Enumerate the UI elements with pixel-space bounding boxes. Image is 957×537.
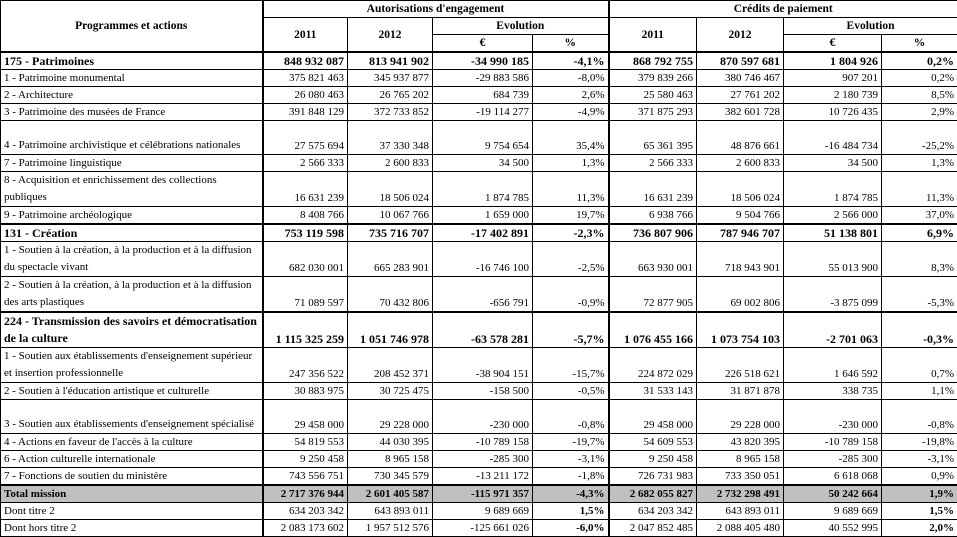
header-cp-2011: 2011 <box>609 18 697 53</box>
table-row <box>1 104 957 121</box>
header-cp-2012: 2012 <box>697 18 784 53</box>
row-label: 7 - Patrimoine linguistique <box>1 155 263 172</box>
cell-cpPct: 2,0% <box>882 520 957 537</box>
cell-ae2011: 16 631 239 <box>263 172 348 207</box>
table-row <box>1 348 957 383</box>
cell-cp2011: 379 839 266 <box>609 70 697 87</box>
cell-aePct: -5,7% <box>533 312 609 348</box>
cell-cp2012: 733 350 051 <box>697 468 784 486</box>
cell-cpEur: 1 804 926 <box>784 52 882 70</box>
row-label: 2 - Architecture <box>1 87 263 104</box>
cell-cp2012: 29 228 000 <box>697 400 784 434</box>
row-label: 4 - Actions en faveur de l'accès à la culture <box>1 434 263 451</box>
cell-cpEur: -285 300 <box>784 451 882 468</box>
cell-cp2012: 380 746 467 <box>697 70 784 87</box>
cell-ae2012: 208 452 371 <box>348 348 433 383</box>
table-row <box>1 87 957 104</box>
header-ae-evolution: Evolution <box>433 18 609 35</box>
cell-ae2011: 29 458 000 <box>263 400 348 434</box>
cell-ae2012: 730 345 579 <box>348 468 433 486</box>
cell-cpEur: 338 735 <box>784 383 882 400</box>
table-row <box>1 155 957 172</box>
cell-ae2011: 8 408 766 <box>263 207 348 225</box>
row-label: Dont hors titre 2 <box>1 520 263 537</box>
cell-aeEur: 34 500 <box>433 155 533 172</box>
table-row <box>1 172 957 207</box>
header-ae-eur: € <box>433 35 533 53</box>
cell-ae2012: 26 765 202 <box>348 87 433 104</box>
cell-cpPct: -0,8% <box>882 400 957 434</box>
cell-cpPct: 2,9% <box>882 104 957 121</box>
cell-cp2011: 31 533 143 <box>609 383 697 400</box>
cell-cpEur: -3 875 099 <box>784 277 882 313</box>
cell-aePct: 1,5% <box>533 503 609 520</box>
cell-aePct: -0,9% <box>533 277 609 313</box>
row-label: 6 - Action culturelle internationale <box>1 451 263 468</box>
cell-cpEur: 6 618 068 <box>784 468 882 486</box>
cell-ae2012: 665 283 901 <box>348 242 433 277</box>
table-row <box>1 400 957 434</box>
cell-ae2012: 29 228 000 <box>348 400 433 434</box>
cell-aeEur: 9 754 654 <box>433 121 533 155</box>
cell-cpPct: 0,2% <box>882 52 957 70</box>
cell-ae2012: 30 725 475 <box>348 383 433 400</box>
cell-aePct: -4,1% <box>533 52 609 70</box>
cell-ae2011: 2 717 376 944 <box>263 485 348 503</box>
cell-cpEur: 907 201 <box>784 70 882 87</box>
cell-cpEur: -16 484 734 <box>784 121 882 155</box>
cell-cpEur: 1 874 785 <box>784 172 882 207</box>
header-cp-evolution: Evolution <box>784 18 957 35</box>
cell-cp2011: 224 872 029 <box>609 348 697 383</box>
cell-cpPct: 1,5% <box>882 503 957 520</box>
cell-ae2011: 634 203 342 <box>263 503 348 520</box>
cell-cpPct: 1,9% <box>882 485 957 503</box>
cell-cp2011: 9 250 458 <box>609 451 697 468</box>
table-row <box>1 434 957 451</box>
cell-ae2012: 2 601 405 587 <box>348 485 433 503</box>
cell-ae2012: 70 432 806 <box>348 277 433 313</box>
table-row <box>1 277 957 313</box>
cell-ae2012: 18 506 024 <box>348 172 433 207</box>
cell-cpPct: 1,3% <box>882 155 957 172</box>
cell-aePct: 2,6% <box>533 87 609 104</box>
cell-cp2012: 643 893 011 <box>697 503 784 520</box>
row-label: 8 - Acquisition et enrichissement des collections publiques <box>1 172 263 207</box>
row-label: 1 - Soutien aux établissements d'enseignement supérieur et insertion professionnelle <box>1 348 263 383</box>
row-label: Dont titre 2 <box>1 503 263 520</box>
cell-aePct: -0,8% <box>533 400 609 434</box>
cell-aeEur: -158 500 <box>433 383 533 400</box>
cell-aePct: -15,7% <box>533 348 609 383</box>
row-label: 175 - Patrimoines <box>1 52 263 70</box>
table-row <box>1 52 957 70</box>
cell-aePct: -2,5% <box>533 242 609 277</box>
cell-aePct: -1,8% <box>533 468 609 486</box>
table-row <box>1 207 957 225</box>
cell-cpPct: 0,7% <box>882 348 957 383</box>
table-row <box>1 520 957 537</box>
cell-ae2012: 8 965 158 <box>348 451 433 468</box>
cell-aePct: -4,3% <box>533 485 609 503</box>
cell-cp2011: 54 609 553 <box>609 434 697 451</box>
cell-ae2011: 391 848 129 <box>263 104 348 121</box>
cell-cp2011: 25 580 463 <box>609 87 697 104</box>
cell-ae2011: 753 119 598 <box>263 224 348 242</box>
cell-cpEur: 34 500 <box>784 155 882 172</box>
cell-aePct: -6,0% <box>533 520 609 537</box>
cell-ae2012: 372 733 852 <box>348 104 433 121</box>
cell-cp2011: 6 938 766 <box>609 207 697 225</box>
cell-aeEur: -115 971 357 <box>433 485 533 503</box>
cell-aeEur: -19 114 277 <box>433 104 533 121</box>
cell-ae2012: 735 716 707 <box>348 224 433 242</box>
cell-aePct: -4,9% <box>533 104 609 121</box>
cell-cpPct: 1,1% <box>882 383 957 400</box>
cell-cpEur: 9 689 669 <box>784 503 882 520</box>
cell-cpPct: -5,3% <box>882 277 957 313</box>
cell-ae2012: 44 030 395 <box>348 434 433 451</box>
cell-cp2011: 371 875 293 <box>609 104 697 121</box>
header-programmes: Programmes et actions <box>1 1 263 53</box>
cell-cp2012: 48 876 661 <box>697 121 784 155</box>
cell-ae2011: 2 083 173 602 <box>263 520 348 537</box>
header-ae-pct: % <box>533 35 609 53</box>
cell-aeEur: -17 402 891 <box>433 224 533 242</box>
cell-cpPct: 0,2% <box>882 70 957 87</box>
cell-cp2012: 787 946 707 <box>697 224 784 242</box>
cell-cp2012: 2 088 405 480 <box>697 520 784 537</box>
table-row <box>1 485 957 503</box>
cell-cpPct: 6,9% <box>882 224 957 242</box>
cell-cpPct: 8,3% <box>882 242 957 277</box>
cell-cpPct: 0,9% <box>882 468 957 486</box>
header-cp-group: Crédits de paiement <box>609 1 957 18</box>
cell-aePct: -3,1% <box>533 451 609 468</box>
cell-aeEur: -285 300 <box>433 451 533 468</box>
cell-ae2011: 54 819 553 <box>263 434 348 451</box>
cell-ae2012: 813 941 902 <box>348 52 433 70</box>
row-label: 9 - Patrimoine archéologique <box>1 207 263 225</box>
cell-ae2012: 345 937 877 <box>348 70 433 87</box>
cell-cp2011: 736 807 906 <box>609 224 697 242</box>
cell-cpEur: -2 701 063 <box>784 312 882 348</box>
cell-cp2012: 870 597 681 <box>697 52 784 70</box>
cell-cp2011: 868 792 755 <box>609 52 697 70</box>
cell-ae2011: 9 250 458 <box>263 451 348 468</box>
cell-cp2012: 18 506 024 <box>697 172 784 207</box>
header-ae-2011: 2011 <box>263 18 348 53</box>
table-row <box>1 503 957 520</box>
cell-cpPct: -0,3% <box>882 312 957 348</box>
cell-cpEur: 50 242 664 <box>784 485 882 503</box>
cell-aePct: -8,0% <box>533 70 609 87</box>
cell-ae2011: 1 115 325 259 <box>263 312 348 348</box>
cell-cpEur: -230 000 <box>784 400 882 434</box>
cell-aePct: -2,3% <box>533 224 609 242</box>
cell-cpEur: 2 180 739 <box>784 87 882 104</box>
cell-ae2012: 2 600 833 <box>348 155 433 172</box>
cell-cp2012: 31 871 878 <box>697 383 784 400</box>
cell-ae2011: 2 566 333 <box>263 155 348 172</box>
cell-ae2011: 26 080 463 <box>263 87 348 104</box>
header-cp-pct: % <box>882 35 957 53</box>
row-label: 2 - Soutien à l'éducation artistique et culturelle <box>1 383 263 400</box>
cell-cp2012: 69 002 806 <box>697 277 784 313</box>
cell-aeEur: 9 689 669 <box>433 503 533 520</box>
cell-aeEur: -656 791 <box>433 277 533 313</box>
cell-cp2012: 27 761 202 <box>697 87 784 104</box>
table-row <box>1 224 957 242</box>
cell-cpEur: -10 789 158 <box>784 434 882 451</box>
row-label: 131 - Création <box>1 224 263 242</box>
cell-cpEur: 10 726 435 <box>784 104 882 121</box>
cell-cp2012: 43 820 395 <box>697 434 784 451</box>
cell-aeEur: -16 746 100 <box>433 242 533 277</box>
cell-cpPct: -19,8% <box>882 434 957 451</box>
table-row <box>1 70 957 87</box>
cell-cp2011: 72 877 905 <box>609 277 697 313</box>
cell-aeEur: 684 739 <box>433 87 533 104</box>
cell-cpEur: 2 566 000 <box>784 207 882 225</box>
cell-ae2012: 643 893 011 <box>348 503 433 520</box>
cell-cp2012: 8 965 158 <box>697 451 784 468</box>
cell-ae2012: 10 067 766 <box>348 207 433 225</box>
cell-cpPct: -3,1% <box>882 451 957 468</box>
table-row <box>1 312 957 348</box>
cell-aeEur: -34 990 185 <box>433 52 533 70</box>
cell-cp2011: 2 566 333 <box>609 155 697 172</box>
cell-ae2011: 30 883 975 <box>263 383 348 400</box>
cell-cp2012: 9 504 766 <box>697 207 784 225</box>
cell-aePct: 19,7% <box>533 207 609 225</box>
cell-ae2012: 1 957 512 576 <box>348 520 433 537</box>
cell-aeEur: -63 578 281 <box>433 312 533 348</box>
table-row <box>1 383 957 400</box>
cell-ae2011: 743 556 751 <box>263 468 348 486</box>
cell-cp2012: 2 600 833 <box>697 155 784 172</box>
cell-ae2011: 682 030 001 <box>263 242 348 277</box>
cell-cpPct: 8,5% <box>882 87 957 104</box>
cell-cpEur: 55 013 900 <box>784 242 882 277</box>
row-label: 7 - Fonctions de soutien du ministère <box>1 468 263 486</box>
cell-aePct: -19,7% <box>533 434 609 451</box>
cell-ae2011: 71 089 597 <box>263 277 348 313</box>
cell-cp2011: 634 203 342 <box>609 503 697 520</box>
cell-cp2011: 726 731 983 <box>609 468 697 486</box>
row-label: 3 - Soutien aux établissements d'enseignement spécialisé <box>1 400 263 434</box>
cell-aePct: -0,5% <box>533 383 609 400</box>
cell-aeEur: -29 883 586 <box>433 70 533 87</box>
cell-aeEur: -13 211 172 <box>433 468 533 486</box>
cell-cp2011: 1 076 455 166 <box>609 312 697 348</box>
cell-aePct: 35,4% <box>533 121 609 155</box>
header-cp-eur: € <box>784 35 882 53</box>
cell-cp2011: 2 682 055 827 <box>609 485 697 503</box>
cell-cpEur: 40 552 995 <box>784 520 882 537</box>
cell-cp2011: 29 458 000 <box>609 400 697 434</box>
cell-aePct: 11,3% <box>533 172 609 207</box>
cell-cp2012: 718 943 901 <box>697 242 784 277</box>
cell-aeEur: 1 659 000 <box>433 207 533 225</box>
cell-ae2011: 848 932 087 <box>263 52 348 70</box>
cell-ae2011: 27 575 694 <box>263 121 348 155</box>
cell-cp2011: 65 361 395 <box>609 121 697 155</box>
table-row <box>1 468 957 486</box>
cell-aeEur: -10 789 158 <box>433 434 533 451</box>
cell-ae2011: 375 821 463 <box>263 70 348 87</box>
header-ae-group: Autorisations d'engagement <box>263 1 609 18</box>
row-label: 4 - Patrimoine archivistique et célébrations nationales <box>1 121 263 155</box>
cell-cp2012: 382 601 728 <box>697 104 784 121</box>
row-label: 2 - Soutien à la création, à la production et à la diffusion des arts plastiques <box>1 277 263 313</box>
row-label: 3 - Patrimoine des musées de France <box>1 104 263 121</box>
cell-cp2012: 226 518 621 <box>697 348 784 383</box>
cell-ae2012: 1 051 746 978 <box>348 312 433 348</box>
cell-aePct: 1,3% <box>533 155 609 172</box>
cell-ae2011: 247 356 522 <box>263 348 348 383</box>
header-ae-2012: 2012 <box>348 18 433 53</box>
row-label: 224 - Transmission des savoirs et démocratisation de la culture <box>1 312 263 348</box>
cell-cp2012: 2 732 298 491 <box>697 485 784 503</box>
cell-cp2012: 1 073 754 103 <box>697 312 784 348</box>
cell-cpPct: 37,0% <box>882 207 957 225</box>
row-label: Total mission <box>1 485 263 503</box>
cell-aeEur: 1 874 785 <box>433 172 533 207</box>
table-row <box>1 242 957 277</box>
cell-cpEur: 51 138 801 <box>784 224 882 242</box>
cell-cpPct: -25,2% <box>882 121 957 155</box>
table-row <box>1 121 957 155</box>
cell-aeEur: -125 661 026 <box>433 520 533 537</box>
cell-aeEur: -230 000 <box>433 400 533 434</box>
cell-cp2011: 16 631 239 <box>609 172 697 207</box>
cell-cpEur: 1 646 592 <box>784 348 882 383</box>
cell-ae2012: 37 330 348 <box>348 121 433 155</box>
cell-cp2011: 2 047 852 485 <box>609 520 697 537</box>
row-label: 1 - Soutien à la création, à la production et à la diffusion du spectacle vivant <box>1 242 263 277</box>
row-label: 1 - Patrimoine monumental <box>1 70 263 87</box>
cell-cp2011: 663 930 001 <box>609 242 697 277</box>
cell-cpPct: 11,3% <box>882 172 957 207</box>
table-row <box>1 451 957 468</box>
cell-aeEur: -38 904 151 <box>433 348 533 383</box>
